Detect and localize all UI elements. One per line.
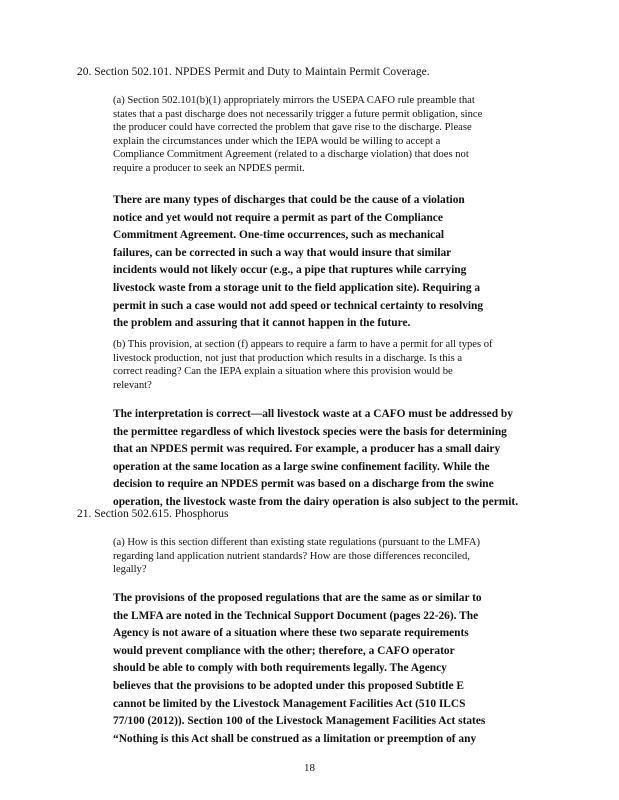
text-line: explain the circumstances under which the IEPA would be willing to accept a <box>113 135 441 147</box>
text-line: 77/100 (2012)). Section 100 of the Livestock Management Facilities Act states <box>113 715 486 728</box>
text-line: Compliance Commitment Agreement (related to a discharge violation) that does not <box>113 149 469 161</box>
text-line: the problem and assuring that it cannot happen in the future. <box>113 317 411 330</box>
text-line: should be able to comply with both requirements legally. The Agency <box>113 662 447 675</box>
text-line: legally? <box>113 564 147 576</box>
text-line: regarding land application nutrient standards? How are those differences reconciled, <box>113 550 470 562</box>
section-20-question-a <box>113 94 553 176</box>
text-line: (b) This provision, at section (f) appears to require a farm to have a permit for all types of <box>113 339 493 350</box>
text-line: (a) Section 502.101(b)(1) appropriately mirrors the USEPA CAFO rule preamble that <box>113 95 475 106</box>
text-line: Commitment Agreement. One-time occurrences, such as mechanical <box>113 229 445 242</box>
text-line: the permittee regardless of which livestock species were the basis for determining <box>113 425 507 438</box>
section-20-answer-a <box>113 192 555 333</box>
text-line: cannot be limited by the Livestock Management Facilities Act (510 ILCS <box>113 697 466 710</box>
text-line: incidents would not likely occur (e.g., a pipe that ruptures while carrying <box>113 264 467 277</box>
text-line: There are many types of discharges that could be the cause of a violation <box>113 194 465 206</box>
text-line: the LMFA are noted in the Technical Support Document (pages 22-26). The <box>113 609 479 622</box>
text-line: (a) How is this section different than existing state regulations (pursuant to the LMFA) <box>113 537 481 548</box>
text-line: operation, the livestock waste from the dairy operation is also subject to the permit. <box>113 495 519 508</box>
text-line: require a producer to seek an NPDES permit. <box>113 162 305 174</box>
section-21-question-a <box>113 536 553 577</box>
text-line: failures, can be corrected in such a way that would insure that similar <box>113 246 452 259</box>
section-20-answer-b <box>113 406 555 512</box>
page-number: 18 <box>304 762 315 774</box>
text-line: that an NPDES permit was required. For example, a producer has a small dairy <box>113 443 501 456</box>
text-line: the producer could have corrected the problem that gave rise to the discharge. Please <box>113 122 472 134</box>
text-line: notice and yet would not require a permit as part of the Compliance <box>113 211 443 224</box>
text-line: Agency is not aware of a situation where these two separate requirements <box>113 627 469 640</box>
text-line: decision to require an NPDES permit was based on a discharge from the swine <box>113 478 494 491</box>
text-line: “Nothing is this Act shall be construed as a limitation or preemption of any <box>113 732 477 745</box>
text-line: permit in such a case would not add speed or technical certainty to resolving <box>113 299 484 312</box>
text-line: operation at the same location as a large swine confinement facility. While the <box>113 460 490 473</box>
section-21-answer-a <box>113 590 555 748</box>
text-line: would prevent compliance with the other; therefore, a CAFO operator <box>113 644 455 657</box>
text-line: states that a past discharge does not necessarily trigger a future permit obligation, since <box>113 108 483 120</box>
text-line: The provisions of the proposed regulations that are the same as or similar to <box>113 592 482 604</box>
text-line: The interpretation is correct—all livestock waste at a CAFO must be addressed by <box>113 408 513 420</box>
text-line: livestock production, not just that production which results in a discharge. Is this a <box>113 352 463 364</box>
text-line: relevant? <box>113 379 152 391</box>
section-20-heading: 20. Section 502.101. NPDES Permit and Duty to Maintain Permit Coverage. <box>77 66 430 78</box>
text-line: believes that the provisions to be adopted under this proposed Subtitle E <box>113 679 464 692</box>
text-line: livestock waste from a storage unit to the field application site). Requiring a <box>113 281 481 294</box>
text-line: correct reading? Can the IEPA explain a situation where this provision would be <box>113 366 453 378</box>
section-21-heading: 21. Section 502.615. Phosphorus <box>77 508 229 520</box>
section-20-question-b <box>113 338 553 392</box>
